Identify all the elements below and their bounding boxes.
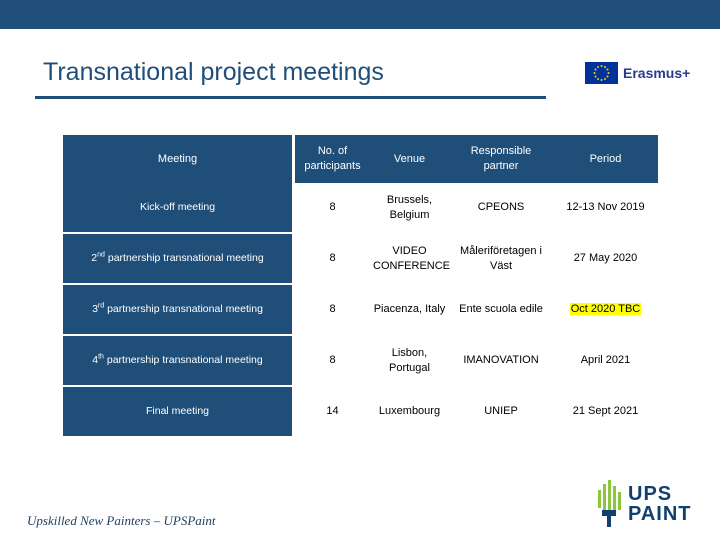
meetings-table — [63, 135, 658, 436]
venue-cell: Luxembourg — [370, 386, 449, 436]
participants-cell: 8 — [295, 183, 370, 233]
meeting-name: partnership transnational meeting — [104, 303, 263, 315]
erasmus-plus-logo — [585, 62, 697, 84]
erasmus-logo-text: Erasmus+ — [623, 65, 691, 81]
eu-flag-icon — [585, 62, 618, 84]
header-venue: Venue — [370, 135, 449, 183]
partner-cell: IMANOVATION — [449, 335, 553, 386]
period-cell — [553, 335, 658, 386]
table-header-row — [63, 135, 658, 183]
period-text: 21 Sept 2021 — [572, 405, 639, 417]
header-participants: No. of participants — [295, 135, 370, 183]
period-text-highlighted: Oct 2020 TBC — [570, 303, 641, 315]
meeting-name: partnership transnational meeting — [103, 354, 263, 366]
paint-roller-icon — [596, 480, 622, 528]
partner-cell: UNIEP — [449, 386, 553, 436]
header-partner: Responsible partner — [449, 135, 553, 183]
period-cell — [553, 183, 658, 233]
participants-cell: 8 — [295, 335, 370, 386]
meeting-cell: 4th partnership transnational meeting — [63, 335, 292, 386]
participants-cell: 14 — [295, 386, 370, 436]
meeting-cell: 2nd partnership transnational meeting — [63, 233, 292, 284]
header-meeting: Meeting — [63, 135, 292, 183]
table-row — [63, 183, 658, 233]
partner-cell: CPEONS — [449, 183, 553, 233]
meeting-cell — [63, 183, 292, 233]
meeting-cell — [63, 386, 292, 436]
participants-cell: 8 — [295, 284, 370, 335]
upspaint-wordmark: UPS PAINT — [628, 483, 692, 525]
meeting-cell: 3rd partnership transnational meeting — [63, 284, 292, 335]
period-text: 27 May 2020 — [573, 252, 638, 264]
participants-cell: 8 — [295, 233, 370, 284]
partner-cell: Ente scuola edile — [449, 284, 553, 335]
table-row — [63, 284, 658, 335]
slide-title: Transnational project meetings — [43, 58, 384, 86]
partner-cell: Måleriföretagen i Väst — [449, 233, 553, 284]
footer-project-name: Upskilled New Painters – UPSPaint — [27, 513, 216, 528]
meeting-name: Kick-off meeting — [139, 201, 216, 213]
upspaint-logo — [596, 480, 700, 528]
period-text: April 2021 — [580, 354, 631, 366]
period-text: 12-13 Nov 2019 — [566, 201, 645, 213]
meeting-name: partnership transnational meeting — [104, 252, 264, 264]
period-cell — [553, 386, 658, 436]
title-underline — [35, 96, 546, 99]
table-row — [63, 233, 658, 284]
period-cell — [553, 233, 658, 284]
top-banner — [0, 0, 720, 29]
meeting-name: Final meeting — [145, 405, 210, 417]
period-cell — [553, 284, 658, 335]
venue-cell: Piacenza, Italy — [370, 284, 449, 335]
venue-cell: Brussels, Belgium — [370, 183, 449, 233]
venue-cell: VIDEO CONFERENCE — [370, 233, 449, 284]
header-period: Period — [553, 135, 658, 183]
table-row — [63, 386, 658, 436]
table-row — [63, 335, 658, 386]
venue-cell: Lisbon, Portugal — [370, 335, 449, 386]
